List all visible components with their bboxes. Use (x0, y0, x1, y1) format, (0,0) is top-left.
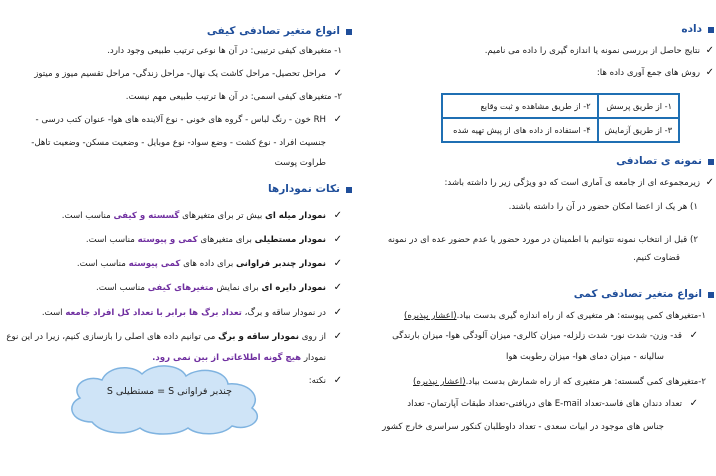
check-icon: ✓ (333, 114, 342, 125)
methods-table (441, 93, 680, 143)
check-icon: ✓ (705, 177, 714, 188)
bullet-square (346, 187, 352, 193)
continuous-note: (اعشار بپذیره) (404, 311, 457, 321)
check-icon: ✓ (333, 282, 342, 293)
check-icon: ✓ (333, 68, 342, 79)
nominal-definition: ۲- متغیرهای کیفی اسمی: در آن ها ترتیب طبیعی مهم نیست. (125, 92, 342, 102)
highlight: متغیرهای کیفی (147, 283, 214, 293)
ordinal-examples: مراحل تحصیل- مراحل کاشت یک نهال- مراحل زندگی- مراحل تقسیم میوز و میتوز (34, 69, 326, 79)
highlight: تعداد برگ ها برابر با تعداد کل افراد جامعه (65, 308, 242, 318)
text: می توانیم داده های اصلی را بازسازی کنیم، زیرا در این نوع (6, 332, 219, 342)
text: نمودار (301, 353, 326, 363)
sample-definition: زیرمجموعه ای از جامعه ی آماری است که دو ویژگی زیر را داشته باشد: (444, 178, 700, 188)
highlight: کمی پیوسته (128, 259, 181, 269)
highlight: گسسته و کیفی (113, 211, 180, 221)
check-icon: ✓ (705, 45, 714, 56)
data-definition: نتایج حاصل از بررسی نمونه یا اندازه گیری را داده می نامیم. (484, 46, 700, 56)
bold-term: نمودار چندبر فراوانی (235, 259, 326, 269)
sample-condition-2b: قضاوت کنیم. (633, 253, 680, 263)
bold-term: نمودار میله ای (264, 211, 326, 221)
check-icon: ✓ (333, 210, 342, 221)
discrete-examples-a: تعداد دندان های فاسد-تعداد E-mail های دریافتی-تعداد طبقات آپارتمان- تعداد (407, 399, 682, 409)
text: مناسب است. (96, 283, 148, 293)
method-4: ۴- استفاده از داده های از پیش تهیه شده (442, 118, 598, 142)
text: از روی (298, 332, 326, 342)
text: برای متغیرهای (197, 235, 255, 245)
method-2: ۲- از طریق مشاهده و ثبت وقایع (442, 94, 598, 118)
data-heading: داده (681, 23, 702, 35)
chart-note-histogram (86, 234, 326, 246)
cloud-shape (72, 366, 257, 434)
ordinal-definition: ۱- متغیرهای کیفی ترتیبی: در آن ها نوعی ترتیب طبیعی وجود دارد. (107, 46, 342, 56)
check-icon: ✓ (333, 234, 342, 245)
bullet-square (708, 159, 714, 165)
nominal-examples-b: جنسیت افراد - نوع کشت - وضع سواد- نوع موبایل - وضعیت مسکن- وضعیت تاهل- (31, 138, 326, 148)
chart-note-polygon (77, 258, 326, 270)
discrete-examples-b: جناس های موجود در ابیات سعدی - تعداد داوطلبان کنکور سراسری خارج کشور (382, 422, 664, 432)
continuous-text: ۱-متغیرهای کمی پیوسته: هر متغیری که از راه اندازه گیری بدست بیاد. (456, 311, 706, 321)
bullet-square (708, 292, 714, 298)
discrete-definition (413, 376, 706, 388)
continuous-definition (404, 310, 706, 322)
method-1: ۱- از طریق پرسش (598, 94, 679, 118)
discrete-note: (اعشار نپذیره) (413, 377, 466, 387)
highlight: هیچ گونه اطلاعاتی از بین نمی رود. (152, 353, 302, 363)
left-column (0, 0, 352, 476)
text: مناسب است. (61, 211, 114, 221)
sample-condition-2a: ۲) قبل از انتخاب نمونه نتوانیم با اطمینان در مورد حضور یا عدم حضور عده ای در نمونه (387, 235, 698, 245)
cloud-text: چندبر فراوانی S = مستطیلی S (106, 386, 232, 397)
continuous-examples-a: قد- وزن- شدت نور- شدت زلزله- میزان کالری- میزان آلودگی هوا- میزان بارندگی (392, 331, 682, 341)
chart-note-pie (96, 282, 326, 294)
chart-note-stem-leaf-2 (6, 331, 326, 343)
sample-heading: نمونه ی تصادفی (616, 155, 702, 167)
text: در نمودار ساقه و برگ، (241, 308, 326, 318)
qual-heading: انواع متغیر تصادفی کیفی (206, 25, 340, 37)
note-label: نکته: (308, 376, 326, 386)
nominal-examples-a: RH خون - رنگ لباس - گروه های خونی - نوع آلاینده های هوا- عنوان کتب درسی - (35, 115, 326, 125)
check-icon: ✓ (689, 398, 698, 409)
method-3: ۳- از طریق آزمایش (598, 118, 679, 142)
data-methods-label: روش های جمع آوری داده ها: (596, 68, 700, 78)
chart-note-stem-leaf-1 (42, 307, 326, 319)
bullet-square (708, 27, 714, 33)
check-icon: ✓ (689, 330, 698, 341)
bullet-square (346, 29, 352, 35)
sample-condition-1: ۱) هر یک از اعضا امکان حضور در آن را داشته باشند. (508, 202, 698, 212)
check-icon: ✓ (333, 258, 342, 269)
cloud-callout (62, 360, 272, 436)
check-icon: ✓ (705, 67, 714, 78)
highlight: کمی و پیوسته (137, 235, 198, 245)
nominal-examples-c: طراوت پوست (274, 158, 326, 168)
text: بیش تر برای متغیرهای (179, 211, 265, 221)
discrete-text: ۲-متغیرهای کمی گسسته: هر متغیری که از راه شمارش بدست بیاد. (465, 377, 706, 387)
bold-term: نمودار ساقه و برگ (218, 332, 299, 342)
check-icon: ✓ (333, 331, 342, 342)
text: برای داده های (180, 259, 236, 269)
bold-term: نمودار مستطیلی (254, 235, 326, 245)
text: مناسب است. (76, 259, 129, 269)
check-icon: ✓ (333, 375, 342, 386)
text: است. (41, 308, 66, 318)
text: برای نمایش (213, 283, 262, 293)
quant-heading: انواع متغیر تصادفی کمی (573, 288, 702, 300)
charts-heading: نکات نمودارها (267, 183, 340, 195)
continuous-examples-b: سالیانه - میزان دمای هوا- میزان رطوبت هوا (506, 352, 664, 362)
text: مناسب است. (85, 235, 138, 245)
right-column (360, 0, 716, 476)
check-icon: ✓ (333, 307, 342, 318)
bold-term: نمودار دایره ای (261, 283, 326, 293)
chart-note-bar (62, 210, 326, 222)
